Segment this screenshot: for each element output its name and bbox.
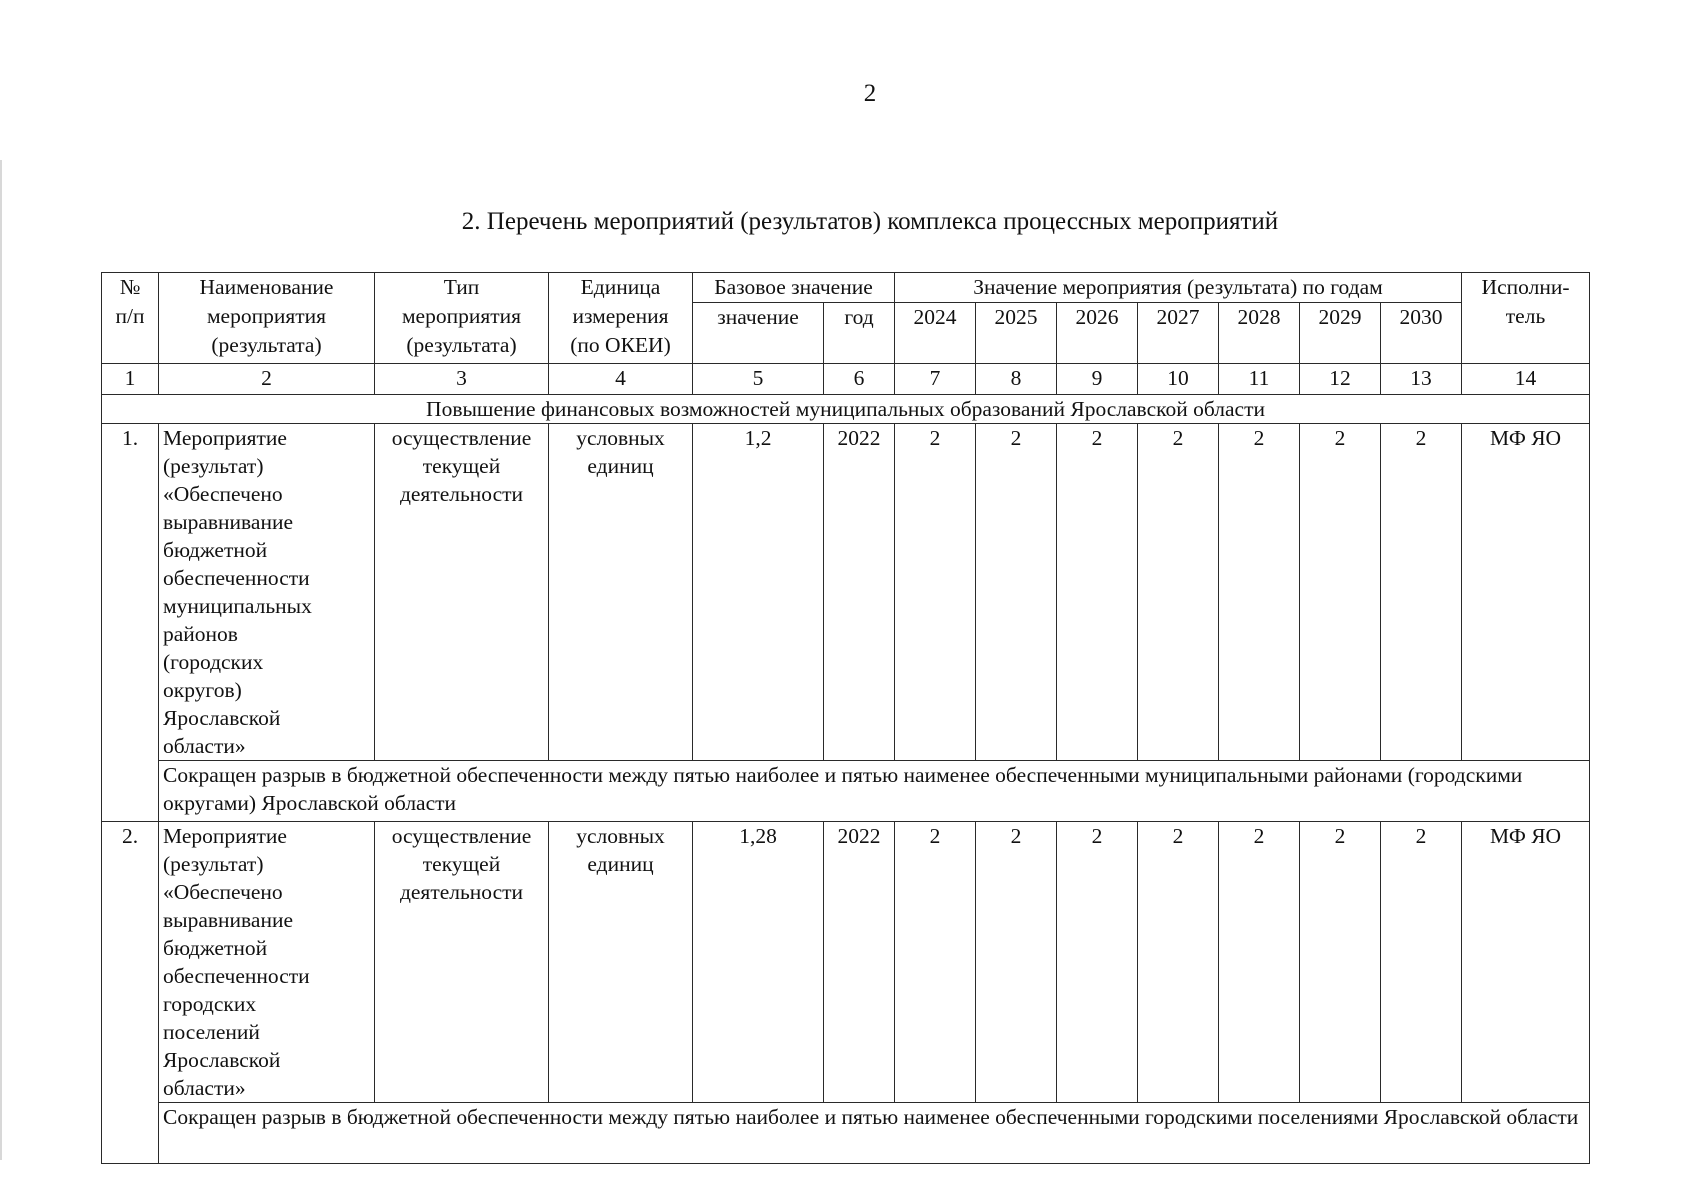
header-base-value: значение <box>693 303 824 364</box>
column-number: 7 <box>895 364 976 395</box>
row-base-year: 2022 <box>824 424 895 761</box>
row-type: осуществление текущей деятельности <box>375 822 549 1103</box>
header-name: Наименование мероприятия (результата) <box>159 273 375 364</box>
row-executor: МФ ЯО <box>1462 424 1590 761</box>
page-number: 2 <box>863 80 877 107</box>
column-number: 13 <box>1381 364 1462 395</box>
row-year-value: 2 <box>1057 822 1138 1103</box>
result-row <box>102 1103 1590 1164</box>
column-number: 1 <box>102 364 159 395</box>
column-number: 4 <box>549 364 693 395</box>
row-result: Сокращен разрыв в бюджетной обеспеченности между пятью наиболее и пятью наименее обеспеченными городскими поселениями Ярославской области <box>159 1103 1590 1164</box>
table-row <box>102 822 1590 1103</box>
section-title: Повышение финансовых возможностей муниципальных образований Ярославской области <box>102 395 1590 424</box>
header-base-year: год <box>824 303 895 364</box>
row-year-value: 2 <box>1057 424 1138 761</box>
column-number: 9 <box>1057 364 1138 395</box>
events-table <box>101 272 1590 1164</box>
header-executor: Исполни- тель <box>1462 273 1590 364</box>
row-num: 1. <box>102 424 159 822</box>
row-base-value: 1,28 <box>693 822 824 1103</box>
row-year-value: 2 <box>1138 424 1219 761</box>
column-number: 3 <box>375 364 549 395</box>
row-year-value: 2 <box>1219 822 1300 1103</box>
row-year-value: 2 <box>1381 424 1462 761</box>
row-year-value: 2 <box>1300 424 1381 761</box>
header-year: 2025 <box>976 303 1057 364</box>
column-number: 11 <box>1219 364 1300 395</box>
row-num: 2. <box>102 822 159 1164</box>
table-row <box>102 424 1590 761</box>
row-year-value: 2 <box>1300 822 1381 1103</box>
row-result: Сокращен разрыв в бюджетной обеспеченности между пятью наиболее и пятью наименее обеспеченными муниципальными районами (городскими округами) Ярославской области <box>159 761 1590 822</box>
header-year: 2026 <box>1057 303 1138 364</box>
header-base: Базовое значение <box>693 273 895 303</box>
header-year: 2027 <box>1138 303 1219 364</box>
row-name: Мероприятие (результат) «Обеспечено выравнивание бюджетной обеспеченности городских поселений Ярославской области» <box>159 822 375 1103</box>
header-num: № п/п <box>102 273 159 364</box>
row-year-value: 2 <box>976 424 1057 761</box>
header-year: 2029 <box>1300 303 1381 364</box>
header-by-years: Значение мероприятия (результата) по годам <box>895 273 1462 303</box>
row-unit: условных единиц <box>549 822 693 1103</box>
scan-edge-mark <box>0 160 2 1160</box>
header-year: 2028 <box>1219 303 1300 364</box>
row-year-value: 2 <box>895 822 976 1103</box>
column-number: 12 <box>1300 364 1381 395</box>
row-unit: условных единиц <box>549 424 693 761</box>
column-numbers-row <box>102 364 1590 395</box>
header-year: 2030 <box>1381 303 1462 364</box>
document-title: 2. Перечень мероприятий (результатов) комплекса процессных мероприятий <box>461 208 1279 235</box>
column-number: 10 <box>1138 364 1219 395</box>
row-year-value: 2 <box>1138 822 1219 1103</box>
header-unit: Единица измерения (по ОКЕИ) <box>549 273 693 364</box>
column-number: 2 <box>159 364 375 395</box>
header-year: 2024 <box>895 303 976 364</box>
column-number: 8 <box>976 364 1057 395</box>
row-year-value: 2 <box>976 822 1057 1103</box>
column-number: 14 <box>1462 364 1590 395</box>
row-year-value: 2 <box>1219 424 1300 761</box>
row-name: Мероприятие (результат) «Обеспечено выравнивание бюджетной обеспеченности муниципальных районов (городских округов) Ярославской области» <box>159 424 375 761</box>
column-number: 5 <box>693 364 824 395</box>
column-number: 6 <box>824 364 895 395</box>
row-executor: МФ ЯО <box>1462 822 1590 1103</box>
row-base-year: 2022 <box>824 822 895 1103</box>
header-type: Тип мероприятия (результата) <box>375 273 549 364</box>
row-year-value: 2 <box>1381 822 1462 1103</box>
result-row <box>102 761 1590 822</box>
section-row <box>102 395 1590 424</box>
row-base-value: 1,2 <box>693 424 824 761</box>
header-row-1 <box>102 273 1590 303</box>
row-year-value: 2 <box>895 424 976 761</box>
row-type: осуществление текущей деятельности <box>375 424 549 761</box>
